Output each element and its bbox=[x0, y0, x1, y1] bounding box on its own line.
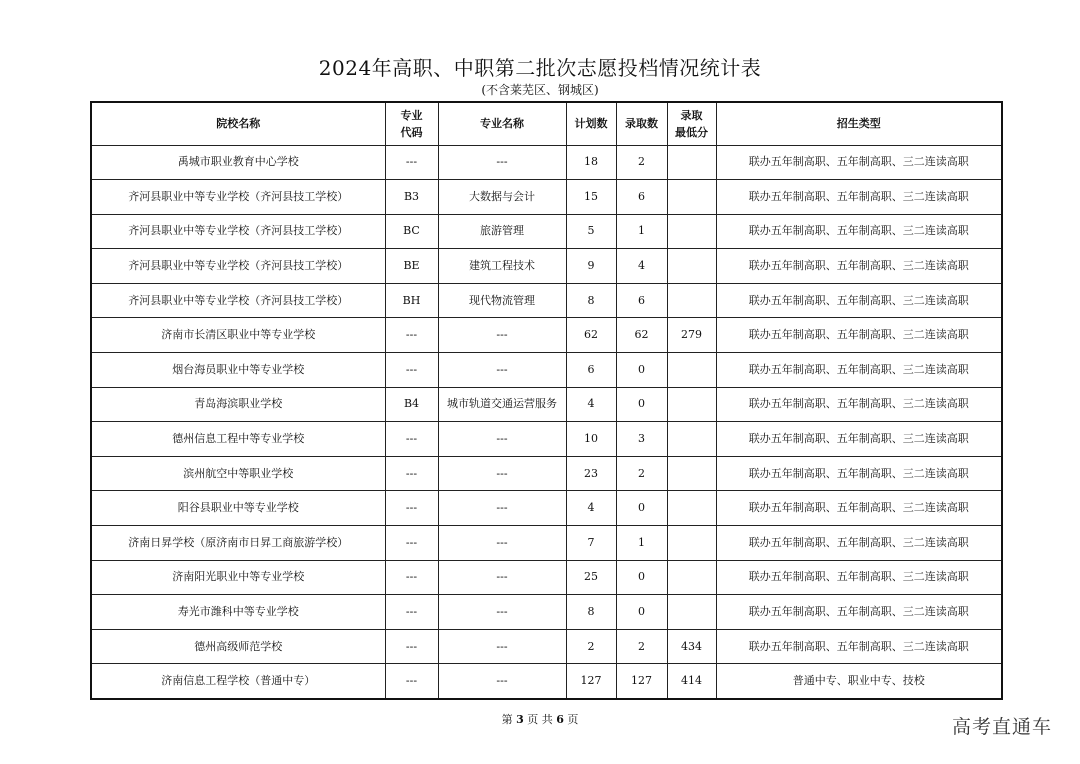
cell-major-code: B4 bbox=[385, 387, 438, 422]
cell-type: 联办五年制高职、五年制高职、三二连读高职 bbox=[716, 283, 1002, 318]
header-min-score-line1: 录取 bbox=[680, 108, 703, 122]
cell-admitted: 2 bbox=[616, 456, 667, 491]
table-row bbox=[91, 664, 1002, 699]
cell-major-name: --- bbox=[438, 422, 566, 457]
cell-admitted: 4 bbox=[616, 249, 667, 284]
table-row bbox=[91, 560, 1002, 595]
cell-major-code: --- bbox=[385, 629, 438, 664]
cell-admitted: 2 bbox=[616, 145, 667, 180]
cell-plan: 62 bbox=[566, 318, 616, 353]
header-admitted: 录取数 bbox=[616, 102, 667, 145]
header-major-code-line1: 专业 bbox=[400, 108, 423, 122]
cell-type: 联办五年制高职、五年制高职、三二连读高职 bbox=[716, 422, 1002, 457]
cell-major-name: --- bbox=[438, 664, 566, 699]
cell-min-score: 434 bbox=[667, 629, 716, 664]
cell-major-name: 建筑工程技术 bbox=[438, 249, 566, 284]
header-major-code-line2: 代码 bbox=[400, 125, 423, 139]
cell-school: 济南日昇学校（原济南市日昇工商旅游学校） bbox=[91, 526, 385, 561]
cell-school: 济南市长清区职业中等专业学校 bbox=[91, 318, 385, 353]
table-row bbox=[91, 353, 1002, 388]
cell-school: 阳谷县职业中等专业学校 bbox=[91, 491, 385, 526]
header-major-code bbox=[385, 102, 438, 145]
cell-type: 联办五年制高职、五年制高职、三二连读高职 bbox=[716, 387, 1002, 422]
cell-plan: 5 bbox=[566, 214, 616, 249]
watermark: 高考直通车 bbox=[951, 716, 1052, 738]
footer-suffix: 页 bbox=[567, 713, 579, 726]
table-row bbox=[91, 145, 1002, 180]
page-footer bbox=[0, 713, 1080, 727]
cell-school: 德州高级师范学校 bbox=[91, 629, 385, 664]
table-row bbox=[91, 249, 1002, 284]
table-row bbox=[91, 456, 1002, 491]
table-row bbox=[91, 422, 1002, 457]
cell-major-code: --- bbox=[385, 318, 438, 353]
cell-plan: 23 bbox=[566, 456, 616, 491]
cell-major-code: --- bbox=[385, 595, 438, 630]
cell-major-name: --- bbox=[438, 456, 566, 491]
header-min-score-line2: 最低分 bbox=[675, 125, 708, 139]
cell-min-score bbox=[667, 595, 716, 630]
cell-school: 齐河县职业中等专业学校（齐河县技工学校） bbox=[91, 283, 385, 318]
cell-plan: 9 bbox=[566, 249, 616, 284]
cell-type: 联办五年制高职、五年制高职、三二连读高职 bbox=[716, 526, 1002, 561]
cell-major-code: --- bbox=[385, 526, 438, 561]
cell-school: 寿光市潍科中等专业学校 bbox=[91, 595, 385, 630]
cell-admitted: 0 bbox=[616, 595, 667, 630]
cell-min-score bbox=[667, 283, 716, 318]
cell-type: 联办五年制高职、五年制高职、三二连读高职 bbox=[716, 249, 1002, 284]
cell-major-name: --- bbox=[438, 526, 566, 561]
table-row bbox=[91, 214, 1002, 249]
cell-major-name: --- bbox=[438, 318, 566, 353]
cell-major-code: --- bbox=[385, 145, 438, 180]
cell-type: 联办五年制高职、五年制高职、三二连读高职 bbox=[716, 595, 1002, 630]
footer-total-pages: 6 bbox=[556, 713, 564, 726]
cell-plan: 8 bbox=[566, 595, 616, 630]
cell-admitted: 6 bbox=[616, 180, 667, 215]
cell-school: 禹城市职业教育中心学校 bbox=[91, 145, 385, 180]
cell-admitted: 1 bbox=[616, 214, 667, 249]
cell-major-code: --- bbox=[385, 560, 438, 595]
cell-school: 滨州航空中等职业学校 bbox=[91, 456, 385, 491]
cell-major-code: --- bbox=[385, 353, 438, 388]
cell-major-code: --- bbox=[385, 422, 438, 457]
cell-plan: 127 bbox=[566, 664, 616, 699]
cell-major-code: B3 bbox=[385, 180, 438, 215]
cell-school: 济南阳光职业中等专业学校 bbox=[91, 560, 385, 595]
cell-school: 齐河县职业中等专业学校（齐河县技工学校） bbox=[91, 214, 385, 249]
table-row bbox=[91, 491, 1002, 526]
table-row bbox=[91, 595, 1002, 630]
table-row bbox=[91, 526, 1002, 561]
cell-plan: 18 bbox=[566, 145, 616, 180]
cell-admitted: 0 bbox=[616, 560, 667, 595]
cell-admitted: 0 bbox=[616, 491, 667, 526]
document-title: 2024年高职、中职第二批次志愿投档情况统计表 bbox=[318, 56, 762, 80]
cell-school: 青岛海滨职业学校 bbox=[91, 387, 385, 422]
cell-major-code: --- bbox=[385, 491, 438, 526]
cell-major-name: --- bbox=[438, 595, 566, 630]
table-header-row bbox=[91, 102, 1002, 145]
admission-table bbox=[90, 101, 1003, 700]
cell-plan: 15 bbox=[566, 180, 616, 215]
document-subtitle: (不含莱芜区、钢城区) bbox=[481, 83, 599, 97]
cell-plan: 25 bbox=[566, 560, 616, 595]
cell-min-score bbox=[667, 214, 716, 249]
cell-admitted: 62 bbox=[616, 318, 667, 353]
cell-plan: 10 bbox=[566, 422, 616, 457]
cell-min-score bbox=[667, 456, 716, 491]
cell-type: 联办五年制高职、五年制高职、三二连读高职 bbox=[716, 353, 1002, 388]
cell-min-score bbox=[667, 353, 716, 388]
cell-type: 联办五年制高职、五年制高职、三二连读高职 bbox=[716, 629, 1002, 664]
cell-type: 联办五年制高职、五年制高职、三二连读高职 bbox=[716, 214, 1002, 249]
cell-type: 联办五年制高职、五年制高职、三二连读高职 bbox=[716, 180, 1002, 215]
table-row bbox=[91, 629, 1002, 664]
cell-school: 齐河县职业中等专业学校（齐河县技工学校） bbox=[91, 180, 385, 215]
footer-prefix: 第 bbox=[501, 713, 513, 726]
cell-min-score: 279 bbox=[667, 318, 716, 353]
cell-plan: 2 bbox=[566, 629, 616, 664]
table-row bbox=[91, 180, 1002, 215]
header-major-name: 专业名称 bbox=[438, 102, 566, 145]
cell-major-code: BC bbox=[385, 214, 438, 249]
cell-plan: 4 bbox=[566, 491, 616, 526]
cell-major-code: --- bbox=[385, 456, 438, 491]
cell-min-score bbox=[667, 387, 716, 422]
cell-admitted: 3 bbox=[616, 422, 667, 457]
cell-school: 济南信息工程学校（普通中专） bbox=[91, 664, 385, 699]
footer-middle: 页 共 bbox=[527, 713, 553, 726]
cell-major-code: --- bbox=[385, 664, 438, 699]
cell-min-score bbox=[667, 180, 716, 215]
cell-major-name: --- bbox=[438, 353, 566, 388]
cell-major-name: 现代物流管理 bbox=[438, 283, 566, 318]
cell-plan: 7 bbox=[566, 526, 616, 561]
cell-school: 德州信息工程中等专业学校 bbox=[91, 422, 385, 457]
cell-major-name: --- bbox=[438, 491, 566, 526]
cell-major-name: 旅游管理 bbox=[438, 214, 566, 249]
cell-major-code: BE bbox=[385, 249, 438, 284]
cell-major-code: BH bbox=[385, 283, 438, 318]
table-row bbox=[91, 387, 1002, 422]
cell-admitted: 6 bbox=[616, 283, 667, 318]
footer-current-page: 3 bbox=[516, 713, 524, 726]
cell-plan: 6 bbox=[566, 353, 616, 388]
cell-school: 烟台海员职业中等专业学校 bbox=[91, 353, 385, 388]
cell-min-score bbox=[667, 249, 716, 284]
cell-admitted: 0 bbox=[616, 387, 667, 422]
cell-min-score bbox=[667, 491, 716, 526]
table-row bbox=[91, 283, 1002, 318]
cell-type: 普通中专、职业中专、技校 bbox=[716, 664, 1002, 699]
cell-min-score: 414 bbox=[667, 664, 716, 699]
cell-admitted: 127 bbox=[616, 664, 667, 699]
table-row bbox=[91, 318, 1002, 353]
cell-plan: 8 bbox=[566, 283, 616, 318]
cell-major-name: --- bbox=[438, 629, 566, 664]
cell-type: 联办五年制高职、五年制高职、三二连读高职 bbox=[716, 491, 1002, 526]
cell-min-score bbox=[667, 526, 716, 561]
header-school: 院校名称 bbox=[91, 102, 385, 145]
cell-min-score bbox=[667, 422, 716, 457]
cell-type: 联办五年制高职、五年制高职、三二连读高职 bbox=[716, 318, 1002, 353]
cell-admitted: 2 bbox=[616, 629, 667, 664]
header-min-score bbox=[667, 102, 716, 145]
table-body bbox=[91, 145, 1002, 699]
cell-admitted: 0 bbox=[616, 353, 667, 388]
cell-admitted: 1 bbox=[616, 526, 667, 561]
cell-major-name: --- bbox=[438, 145, 566, 180]
cell-min-score bbox=[667, 560, 716, 595]
cell-min-score bbox=[667, 145, 716, 180]
cell-type: 联办五年制高职、五年制高职、三二连读高职 bbox=[716, 560, 1002, 595]
cell-plan: 4 bbox=[566, 387, 616, 422]
cell-school: 齐河县职业中等专业学校（齐河县技工学校） bbox=[91, 249, 385, 284]
cell-major-name: 大数据与会计 bbox=[438, 180, 566, 215]
header-type: 招生类型 bbox=[716, 102, 1002, 145]
cell-type: 联办五年制高职、五年制高职、三二连读高职 bbox=[716, 456, 1002, 491]
cell-major-name: 城市轨道交通运营服务 bbox=[438, 387, 566, 422]
cell-major-name: --- bbox=[438, 560, 566, 595]
header-plan: 计划数 bbox=[566, 102, 616, 145]
cell-type: 联办五年制高职、五年制高职、三二连读高职 bbox=[716, 145, 1002, 180]
